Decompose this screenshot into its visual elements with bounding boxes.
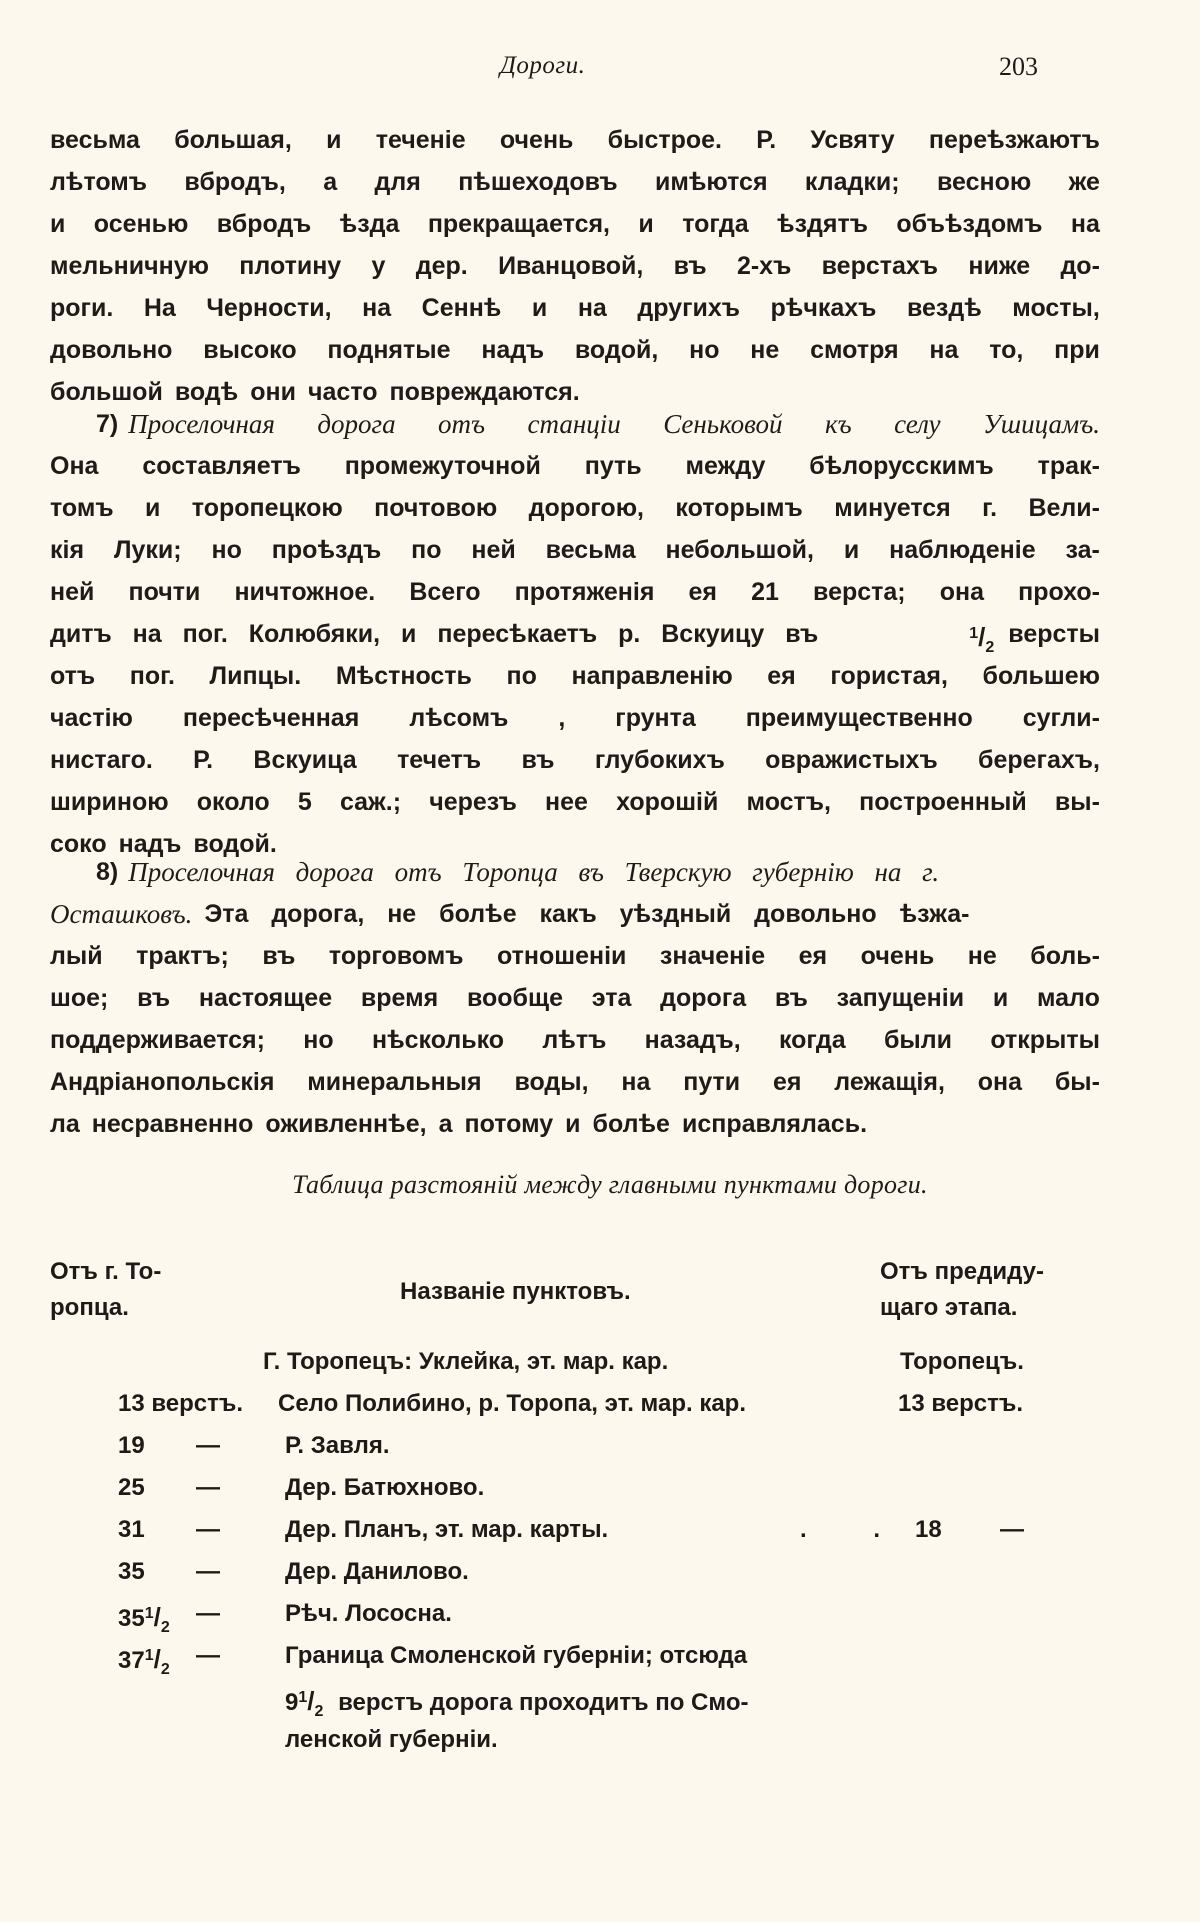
word: и [638,210,654,238]
word: промежуточной [344,452,541,480]
word: боль- [1030,942,1100,970]
ditto-dash: — [196,1516,220,1543]
fraction-slash: / [978,622,986,652]
word: гористая, [830,662,948,690]
word: дорога [660,984,747,1012]
word: Р. [756,126,777,154]
table-caption: Таблица разстояній между главными пунктами дороги. [292,1170,928,1199]
text-line [50,330,1100,370]
word: другихъ [637,294,740,322]
word: мостъ, [746,788,831,816]
word: Р. [193,746,214,774]
word: Мѣстность [335,662,472,690]
word: были [883,1026,953,1054]
word: черезъ [429,788,517,816]
word: нѣсколько [371,1026,505,1054]
header-line: Отъ предиду- [880,1258,1044,1285]
word: минуется [834,494,951,522]
fraction-denominator: 2 [314,1703,324,1720]
word: поднятые [327,336,451,364]
word: весьма [545,536,636,564]
word: пог. [129,662,175,690]
text-line [50,530,1100,570]
distance-from-toropets: 35 [118,1558,145,1585]
word: ней [471,536,516,564]
fraction-numerator: 1 [144,1605,154,1622]
text-line [50,120,1100,160]
distance-whole: 35 [118,1605,145,1632]
word: г. [982,494,998,522]
word: она [939,578,984,606]
distance-from-toropets: 31 [118,1516,145,1543]
word: около [196,788,270,816]
text-line [50,656,1100,696]
point-name: Дер. Данилово. [285,1558,469,1585]
word: и [531,294,548,322]
word: между [685,452,766,480]
word: овражистыхъ [765,746,938,774]
word: водѣ [174,378,239,406]
header-line: ропца. [50,1294,129,1321]
word: кладки; [804,168,900,196]
word: большею [982,662,1100,690]
word: селу [894,409,941,439]
word: при [1054,336,1100,364]
word: значеніе [659,942,766,970]
table-row [0,1552,1200,1592]
word: Липцы. [209,662,302,690]
text-line-with-fraction [50,614,1100,654]
text-segment: Эта дорога, не болѣе какъ уѣздный довольно ѣзжа- [204,900,970,928]
word: которымъ [675,494,803,522]
header-line: Отъ г. То- [50,1258,162,1285]
text-line [50,894,1100,934]
word: болѣе [592,1110,670,1138]
word: Всего [409,578,481,606]
text-line [50,936,1100,976]
word: очень [499,126,574,154]
word: нее [545,788,588,816]
text-segment: дитъ на пог. Колюбяки, и пересѣкаетъ р. Вскуицу въ [50,620,819,648]
word: пересѣченная [182,704,360,732]
word: повреждаются. [389,378,580,406]
word: проѣздъ [271,536,382,564]
word: отношеніи [496,942,627,970]
fraction-numerator: 1 [969,625,979,642]
word: течетъ [397,746,482,774]
word: вездѣ [906,294,982,322]
text-line [50,488,1100,528]
word: верста; [813,578,906,606]
word: же [1068,168,1100,196]
word: Ушицамъ. [982,409,1100,439]
column-header-point-names: Названіе пунктовъ. [400,1278,631,1305]
word: шое; [50,984,109,1012]
word: объѣздомъ [896,210,1043,238]
word: Сеньковой [663,409,783,439]
word: Вскуица [253,746,357,774]
distance-from-previous: 13 верстъ. [898,1390,1024,1417]
point-name: Дер. Батюхново. [285,1474,485,1501]
word: составляетъ [142,452,301,480]
word: лѣтъ [542,1026,607,1054]
word: по [506,662,537,690]
word: вбродъ [216,210,312,238]
word: ѣзда [339,210,400,238]
word: ничтожное. [234,578,376,606]
word: въ [262,942,296,970]
word: но [303,1026,334,1054]
distance-from-toropets: 25 [118,1474,145,1501]
word: быстрое. [607,126,723,154]
word: прохо- [1018,578,1100,606]
word: ниже [968,252,1031,280]
word: ея [688,578,718,606]
text-segment: версты [1008,620,1100,648]
word: Сеннѣ [421,294,502,322]
word: вбродъ, [184,168,286,196]
word: потому [464,1110,554,1138]
word: оживленнѣе, [265,1110,427,1138]
fraction-numerator: 1 [144,1647,154,1664]
word: пути [683,1068,741,1096]
word: водой. [193,830,277,858]
word: протяженія [514,578,655,606]
text-line [50,204,1100,244]
point-name: Дер. Планъ, эт. мар. карты. [285,1516,609,1543]
word: но [211,536,242,564]
word: направленію [571,662,733,690]
word: сугли- [1022,704,1100,732]
word: бѣлорусскимъ [809,452,994,480]
word: наблюденіе [889,536,1036,564]
word: на [1070,210,1100,238]
header-line: щаго этапа. [880,1294,1018,1321]
word: и [565,1110,581,1138]
word: Андріанопольскія [50,1068,275,1096]
text-line [50,1020,1100,1060]
ditto-dash: — [196,1642,220,1669]
word: томъ [50,494,114,522]
word: по [411,536,442,564]
word: за- [1065,536,1100,564]
word: назадъ, [644,1026,741,1054]
point-name: Р. Завля. [285,1432,390,1459]
word: весною [936,168,1032,196]
point-name: Рѣч. Лососна. [285,1600,452,1627]
distance-from-previous: 18 [915,1516,942,1543]
word: мало [1036,984,1100,1012]
section-number: 7) [96,410,119,438]
ditto-dash: — [196,1474,220,1501]
word: мельничную [50,252,209,280]
word: хорошій [616,788,719,816]
word: когда [778,1026,846,1054]
running-title: Дороги. [500,52,586,79]
word: и [992,984,1009,1012]
word: , [558,704,566,732]
word: исправлялась. [681,1110,868,1138]
word: пѣшеходовъ [458,168,618,196]
word: 21 [751,578,779,606]
distance-from-toropets [118,1636,170,1690]
word: на [577,294,607,322]
distance-whole: 37 [118,1647,145,1674]
word: то, [989,336,1024,364]
word: вы- [1054,788,1100,816]
point-name: Граница Смоленской губерніи; отсюда [285,1642,748,1669]
word: но [689,336,720,364]
page-number: 203 [999,52,1038,81]
word: настоящее [198,984,333,1012]
column-header-from-previous [880,1254,1100,1326]
word: они [250,378,296,406]
word: въ [521,746,555,774]
table-row [0,1468,1200,1508]
word: плотину [239,252,342,280]
word: теченіе [375,126,466,154]
word: надъ [481,336,545,364]
word: Проселочная [128,409,275,439]
word: кія [50,536,85,564]
word: на [929,336,959,364]
fraction-slash: / [153,1644,161,1674]
word: ней [50,578,95,606]
word: трак- [1037,452,1100,480]
fraction [969,614,994,654]
word: а [323,168,338,196]
word: тогда [682,210,749,238]
word: построенный [859,788,1027,816]
text-line [50,698,1100,738]
ditto-dash: — [196,1432,220,1459]
text-line [50,1104,1100,1144]
word: эта [591,984,632,1012]
word: очень [860,942,935,970]
word: высоко [203,336,297,364]
word: нистаго. [50,746,153,774]
word: Черности, [206,294,332,322]
word: дер. [415,252,468,280]
word: въ [137,984,171,1012]
word: весьма [50,126,140,154]
table-row [0,1384,1200,1424]
word: большой [50,378,163,406]
word: минеральныя [307,1068,482,1096]
table-row [0,1510,1200,1550]
word: дорогою, [528,494,644,522]
word: смотря [810,336,899,364]
word: не [750,336,780,364]
word: мосты, [1012,294,1100,322]
word: на [621,1068,651,1096]
word: ѣздятъ [777,210,868,238]
word: довольно [50,336,173,364]
word: время [360,984,439,1012]
word: Иванцовой, [498,252,644,280]
text-line [50,1062,1100,1102]
word: 5 [297,788,312,816]
distance-whole: 9 [285,1689,299,1716]
word: Вели- [1028,494,1100,522]
word: бы- [1054,1068,1100,1096]
word: ла [50,1110,80,1138]
word: часто [308,378,378,406]
word: и [326,126,342,154]
word: частію [50,704,133,732]
word: путь [584,452,642,480]
fraction-denominator: 2 [160,1619,170,1636]
word: глубокихъ [594,746,725,774]
word: ея [798,942,828,970]
fraction-slash: / [307,1686,315,1716]
word: запущеніи [836,984,965,1012]
section-title-continued: Осташковъ. [50,899,193,929]
word: и [843,536,860,564]
fraction-denominator: 2 [160,1661,170,1678]
word: у [371,252,386,280]
table-row [0,1594,1200,1634]
word: поддерживается; [50,1026,265,1054]
word: въ [673,252,707,280]
ditto-dash: — [196,1558,220,1585]
word: Усвяту [810,126,895,154]
word: преимущественно [745,704,973,732]
word: несравненно [91,1110,254,1138]
section-number: 8) [96,858,119,886]
word: соко [50,830,107,858]
word: а [438,1110,453,1138]
leader-dots: . . [800,1516,911,1543]
word: къ [825,409,852,439]
word: лѣтомъ [50,168,148,196]
word: рѣчкахъ [770,294,877,322]
fraction-denominator: 2 [985,639,995,656]
ditto-dash: — [1000,1516,1024,1543]
word: отъ [50,662,96,690]
ditto-dash: — [196,1600,220,1627]
word: 2-хъ [736,252,792,280]
table-row [0,1636,1200,1676]
word: и [145,494,161,522]
word: отъ [438,409,486,439]
word: не [967,942,997,970]
text-line [50,288,1100,328]
word: въ [774,984,808,1012]
word: вообще [466,984,563,1012]
word: до- [1060,252,1100,280]
word: для [374,168,421,196]
section-heading [50,404,1100,444]
word: переѣзжаютъ [928,126,1100,154]
word: и [50,210,66,238]
text-line [50,978,1100,1018]
word: грунта [615,704,696,732]
word: Луки; [113,536,182,564]
table-row [0,1426,1200,1466]
point-name-continued: ленской губерніи. [285,1726,498,1753]
word: лый [50,942,103,970]
text-line [50,782,1100,822]
section-title [128,404,1100,444]
word: верстахъ [821,252,939,280]
section-title: Проселочная дорога отъ Торопца въ Тверскую губернію на г. [128,857,940,887]
word: осенью [93,210,189,238]
word: на [362,294,392,322]
distance-from-previous: Торопецъ. [900,1348,1024,1375]
word: саж.; [339,788,402,816]
word: большая, [174,126,292,154]
fraction-numerator: 1 [298,1689,308,1706]
distance-from-toropets: 19 [118,1432,145,1459]
word: торопецкою [191,494,343,522]
word: воды, [514,1068,589,1096]
word: небольшой, [665,536,814,564]
word: роги. [50,294,114,322]
word: надъ [118,830,182,858]
fraction-slash: / [153,1602,161,1632]
word: Она [50,452,99,480]
distance-from-toropets: 13 верстъ. [118,1390,244,1417]
text-line [50,246,1100,286]
word: ея [772,1068,802,1096]
word: лежащія, [834,1068,945,1096]
word: трактъ; [136,942,229,970]
word: берегахъ, [978,746,1100,774]
word: водой, [574,336,659,364]
word: лѣсомъ [409,704,509,732]
word: станціи [527,409,621,439]
section-heading [50,852,1100,892]
text-segment: верстъ дорога проходитъ по Смо- [338,1689,749,1716]
word: дорога [317,409,396,439]
word: открыты [990,1026,1100,1054]
word: почти [128,578,201,606]
text-line [50,740,1100,780]
word: почтовою [374,494,498,522]
word: ея [767,662,796,690]
point-name: Село Полибино, р. Торопа, эт. мар. кар. [278,1390,747,1417]
word: торговомъ [328,942,464,970]
word: прекращается, [427,210,611,238]
word: имѣются [654,168,768,196]
word: она [977,1068,1023,1096]
text-line [50,446,1100,486]
column-header-from-toropets [50,1254,220,1326]
word: На [143,294,176,322]
text-line [50,162,1100,202]
point-name: Г. Торопецъ: Уклейка, эт. мар. кар. [263,1348,669,1375]
word: шириною [50,788,169,816]
text-line [50,572,1100,612]
table-row [0,1342,1200,1382]
running-head [0,52,1200,92]
